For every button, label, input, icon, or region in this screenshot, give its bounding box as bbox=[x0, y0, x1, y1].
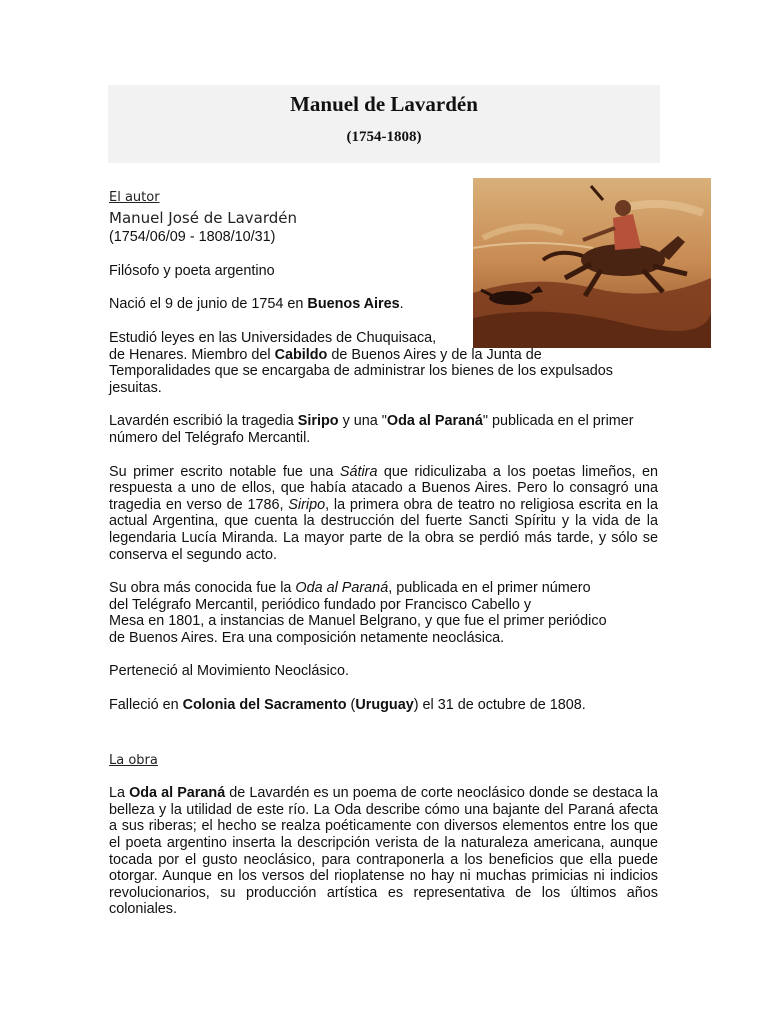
death-post: ) el 31 de octubre de 1808. bbox=[413, 697, 586, 714]
death-mid: ( bbox=[346, 697, 356, 714]
oda-title-italic: Oda al Paraná bbox=[295, 580, 389, 597]
work-oda-title: Oda al Paraná bbox=[129, 785, 226, 802]
birth-paragraph bbox=[109, 296, 658, 313]
life-span: (1754-1808) bbox=[346, 129, 422, 145]
first-work-post: , la primera obra de teatro no religiosa escrita en la actual Argentina, que cuenta la destrucción del fuerte Sancti Spíritu y la vida de la legendaria Lucía Miranda. La mayor parte de la obra se perdió más tarde, y sólo se conserva el segundo acto. bbox=[109, 496, 658, 563]
work-pre: La bbox=[109, 785, 130, 802]
known-work-line-4: de Buenos Aires. Era una composición netamente neoclásica. bbox=[109, 629, 505, 646]
studies-line-1: Estudió leyes en las Universidades de Chuquisaca, bbox=[109, 329, 437, 346]
tragedy-pre: Lavardén escribió la tragedia bbox=[109, 413, 298, 430]
tragedy-post: " publicada en el primer número del Telégrafo Mercantil. bbox=[109, 413, 634, 446]
studies-rest: Temporalidades que se encargaba de administrar los bienes de los expulsados jesuitas. bbox=[109, 363, 613, 396]
siripo-title: Siripo bbox=[297, 413, 339, 430]
death-place: Colonia del Sacramento bbox=[182, 697, 347, 714]
page-title: Manuel de Lavardén bbox=[290, 92, 478, 116]
first-work-mid: que ridiculizaba a los poetas limeños, en respuesta a uno de ellos, que había atacado a Buenos Aires. Pero lo consagró una tragedia en verso de 1786, bbox=[109, 463, 658, 513]
section-heading-author: El autor bbox=[109, 190, 160, 205]
author-life-dates: (1754/06/09 - 1808/10/31) bbox=[109, 229, 276, 246]
studies-paragraph bbox=[109, 330, 658, 396]
cabildo-term: Cabildo bbox=[274, 346, 328, 363]
known-work-line-3: Mesa en 1801, a instancias de Manuel Belgrano, y que fue el primer periódico bbox=[109, 613, 607, 630]
death-pre: Falleció en bbox=[109, 697, 183, 714]
movement-paragraph: Perteneció al Movimiento Neoclásico. bbox=[109, 663, 349, 680]
known-work-line-1 bbox=[109, 580, 658, 597]
first-work-paragraph bbox=[109, 464, 658, 564]
section-heading-work: La obra bbox=[109, 752, 158, 768]
death-country: Uruguay bbox=[355, 697, 414, 714]
death-paragraph bbox=[109, 697, 658, 714]
siripo-title-italic: Siripo bbox=[288, 496, 326, 513]
known-work-pre: Su obra más conocida fue la bbox=[109, 580, 296, 597]
studies-line-2 bbox=[109, 347, 658, 364]
tragedy-mid: y una " bbox=[338, 413, 387, 430]
birth-text: Nació el 9 de junio de 1754 en bbox=[109, 296, 308, 313]
oda-title: Oda al Paraná bbox=[386, 413, 483, 430]
birth-place: Buenos Aires bbox=[307, 296, 400, 313]
tragedy-paragraph bbox=[109, 413, 658, 446]
first-work-pre: Su primer escrito notable fue una bbox=[109, 463, 340, 480]
birth-end: . bbox=[399, 296, 404, 313]
article-body bbox=[109, 190, 658, 918]
studies-line-2-post: de Buenos Aires y de la Junta de bbox=[327, 346, 542, 363]
title-box bbox=[108, 85, 660, 163]
studies-line-2-pre: de Henares. Miembro del bbox=[109, 346, 275, 363]
author-occupation: Filósofo y poeta argentino bbox=[109, 262, 275, 279]
known-work-line-2: del Telégrafo Mercantil, periódico fundado por Francisco Cabello y bbox=[109, 596, 532, 613]
known-work-line-1-post: , publicada en el primer número bbox=[388, 580, 591, 597]
work-text: de Lavardén es un poema de corte neoclásico donde se destaca la belleza y la utilidad de este río. La Oda describe cómo una bajante del Paraná afecta a sus riberas; el hecho se realza poéticamente con diversos elementos entre los que el poeta argentino inserta la descripción verista de la naturaleza americana, aunque tocada por el gusto neoclásico, para contraponerla a los beneficios que ella puede otorgar. Aunque en los versos del rioplatense no hay ni muchas primicias ni indicios revolucionarios, su producción artística es representativa de los últimos años coloniales. bbox=[109, 785, 658, 918]
author-full-name: Manuel José de Lavardén bbox=[109, 208, 298, 227]
satira-title: Sátira bbox=[339, 463, 378, 480]
known-work-paragraph bbox=[109, 580, 658, 646]
work-paragraph bbox=[109, 785, 658, 918]
